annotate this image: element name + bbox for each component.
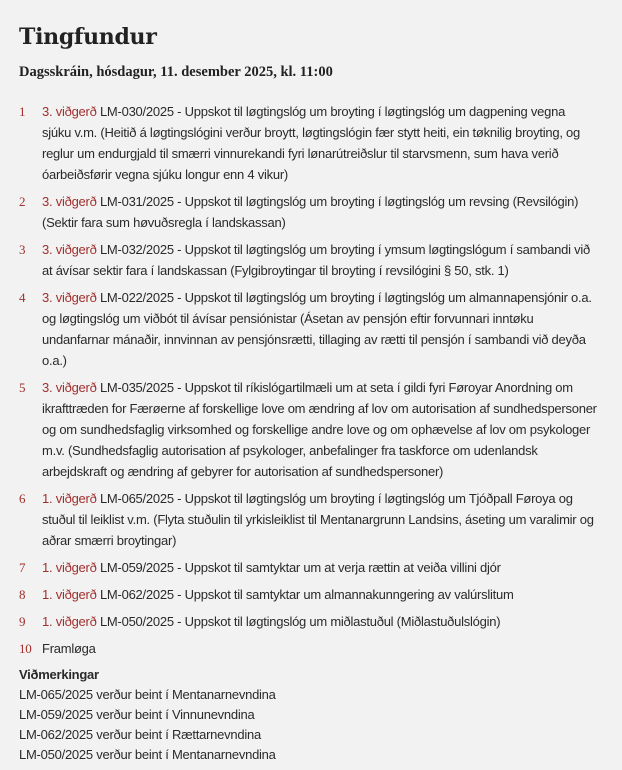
reading-link[interactable]: 1. viðgerð bbox=[42, 614, 97, 629]
item-text: Framløga bbox=[42, 641, 96, 656]
reading-link[interactable]: 3. viðgerð bbox=[42, 380, 97, 395]
agenda-subtitle: Dagsskráin, hósdagur, 11. desember 2025, kl. 11:00 bbox=[19, 64, 333, 80]
item-text: LM-059/2025 - Uppskot til samtyktar um at verja rættin at veiða villini djór bbox=[96, 560, 501, 575]
item-number: 2 bbox=[19, 194, 26, 209]
agenda-item bbox=[19, 584, 597, 605]
item-number: 3 bbox=[19, 242, 26, 257]
notes-heading: Viðmerkingar bbox=[19, 667, 99, 682]
item-text: LM-032/2025 - Uppskot til løgtingslóg um broyting í ymsum løgtingslógum í sambandi við at ávísar sektir fara í landskassan (Fylgibroytingar til broyting í revsilógini § 50, stk. 1) bbox=[42, 242, 591, 278]
reading-link[interactable]: 3. viðgerð bbox=[42, 104, 97, 119]
item-text: LM-035/2025 - Uppskot til ríkislógartilmæli um at seta í gildi fyri Føroyar Anordning om ikrafttræden for Færøerne af forskellige love om ændring af lov om autorisation af sundhedspersoner og om sundhedsfaglig virksomhed og forskellige andre love og om ophævelse af lov om psykologer m.v. (Sundhedsfaglig autorisation af psykologer, anbefalinger fra taskforce om udenlandsk arbejdskraft og ændring af gebyrer for autorisation af sundhedspersoner) bbox=[42, 380, 597, 479]
item-number: 10 bbox=[19, 641, 32, 656]
item-number: 8 bbox=[19, 587, 26, 602]
notes-section bbox=[19, 665, 597, 765]
item-text: LM-022/2025 - Uppskot til løgtingslóg um broyting í løgtingslóg um almannapensjónir o.a. og løgtingslóg um viðbót til ávísar pensiónistar (Ásetan av pensjón eftir forvunnari inntøku undanfarnar mánaðir, innvinnan av pensjónsrætti, tillaging av rætti til pensjón í sambandi við deyða o.a.) bbox=[42, 290, 592, 368]
item-number: 1 bbox=[19, 104, 26, 119]
reading-link[interactable]: 3. viðgerð bbox=[42, 290, 97, 305]
item-text: LM-031/2025 - Uppskot til løgtingslóg um broyting í løgtingslóg um revsing (Revsilógin) (Sektir fara sum høvuðsregla í landskassan) bbox=[42, 194, 579, 230]
note-line: LM-065/2025 verður beint í Mentanarnevndina bbox=[19, 687, 276, 702]
note-line: LM-050/2025 verður beint í Mentanarnevndina bbox=[19, 747, 276, 762]
item-text: LM-065/2025 - Uppskot til løgtingslóg um broyting í løgtingslóg um Tjóðpall Føroya og stuðul til leiklist v.m. (Flyta stuðulin til yrkisleiklist til Mentanargrunn Landsins, áseting um varalimir og aðrar smærri broytingar) bbox=[42, 491, 594, 548]
agenda-item bbox=[19, 239, 597, 281]
item-text: LM-030/2025 - Uppskot til løgtingslóg um broyting í løgtingslóg um dagpening vegna sjúku v.m. (Heitið á løgtingslógini verður broytt, løgtingslógin fær stytt heiti, ein tøknilig broyting, og reglur um endurgjald til smærri vinnurekandi fyri lønarútreiðslur til starvsmenn, sum hava verið óarbeiðsførir vegna sjúku longur enn 4 vikur) bbox=[42, 104, 581, 182]
agenda-list bbox=[19, 101, 597, 659]
agenda-item bbox=[19, 287, 597, 371]
item-number: 4 bbox=[19, 290, 26, 305]
reading-link[interactable]: 1. viðgerð bbox=[42, 560, 97, 575]
item-number: 9 bbox=[19, 614, 26, 629]
reading-link[interactable]: 3. viðgerð bbox=[42, 242, 97, 257]
note-line: LM-059/2025 verður beint í Vinnunevndina bbox=[19, 707, 255, 722]
item-number: 6 bbox=[19, 491, 26, 506]
reading-link[interactable]: 3. viðgerð bbox=[42, 194, 97, 209]
agenda-item bbox=[19, 101, 597, 185]
page-title: Tingfundur bbox=[19, 24, 157, 50]
item-text: LM-050/2025 - Uppskot til løgtingslóg um miðlastuðul (Miðlastuðulslógin) bbox=[96, 614, 501, 629]
item-number: 7 bbox=[19, 560, 26, 575]
agenda-item bbox=[19, 611, 597, 632]
agenda-item bbox=[19, 191, 597, 233]
reading-link[interactable]: 1. viðgerð bbox=[42, 587, 97, 602]
item-number: 5 bbox=[19, 380, 26, 395]
agenda-item bbox=[19, 488, 597, 551]
agenda-item bbox=[19, 557, 597, 578]
reading-link[interactable]: 1. viðgerð bbox=[42, 491, 97, 506]
agenda-item bbox=[19, 377, 597, 482]
note-line: LM-062/2025 verður beint í Rættarnevndina bbox=[19, 727, 261, 742]
agenda-item bbox=[19, 638, 597, 659]
item-text: LM-062/2025 - Uppskot til samtyktar um almannakunngering av valúrslitum bbox=[96, 587, 514, 602]
